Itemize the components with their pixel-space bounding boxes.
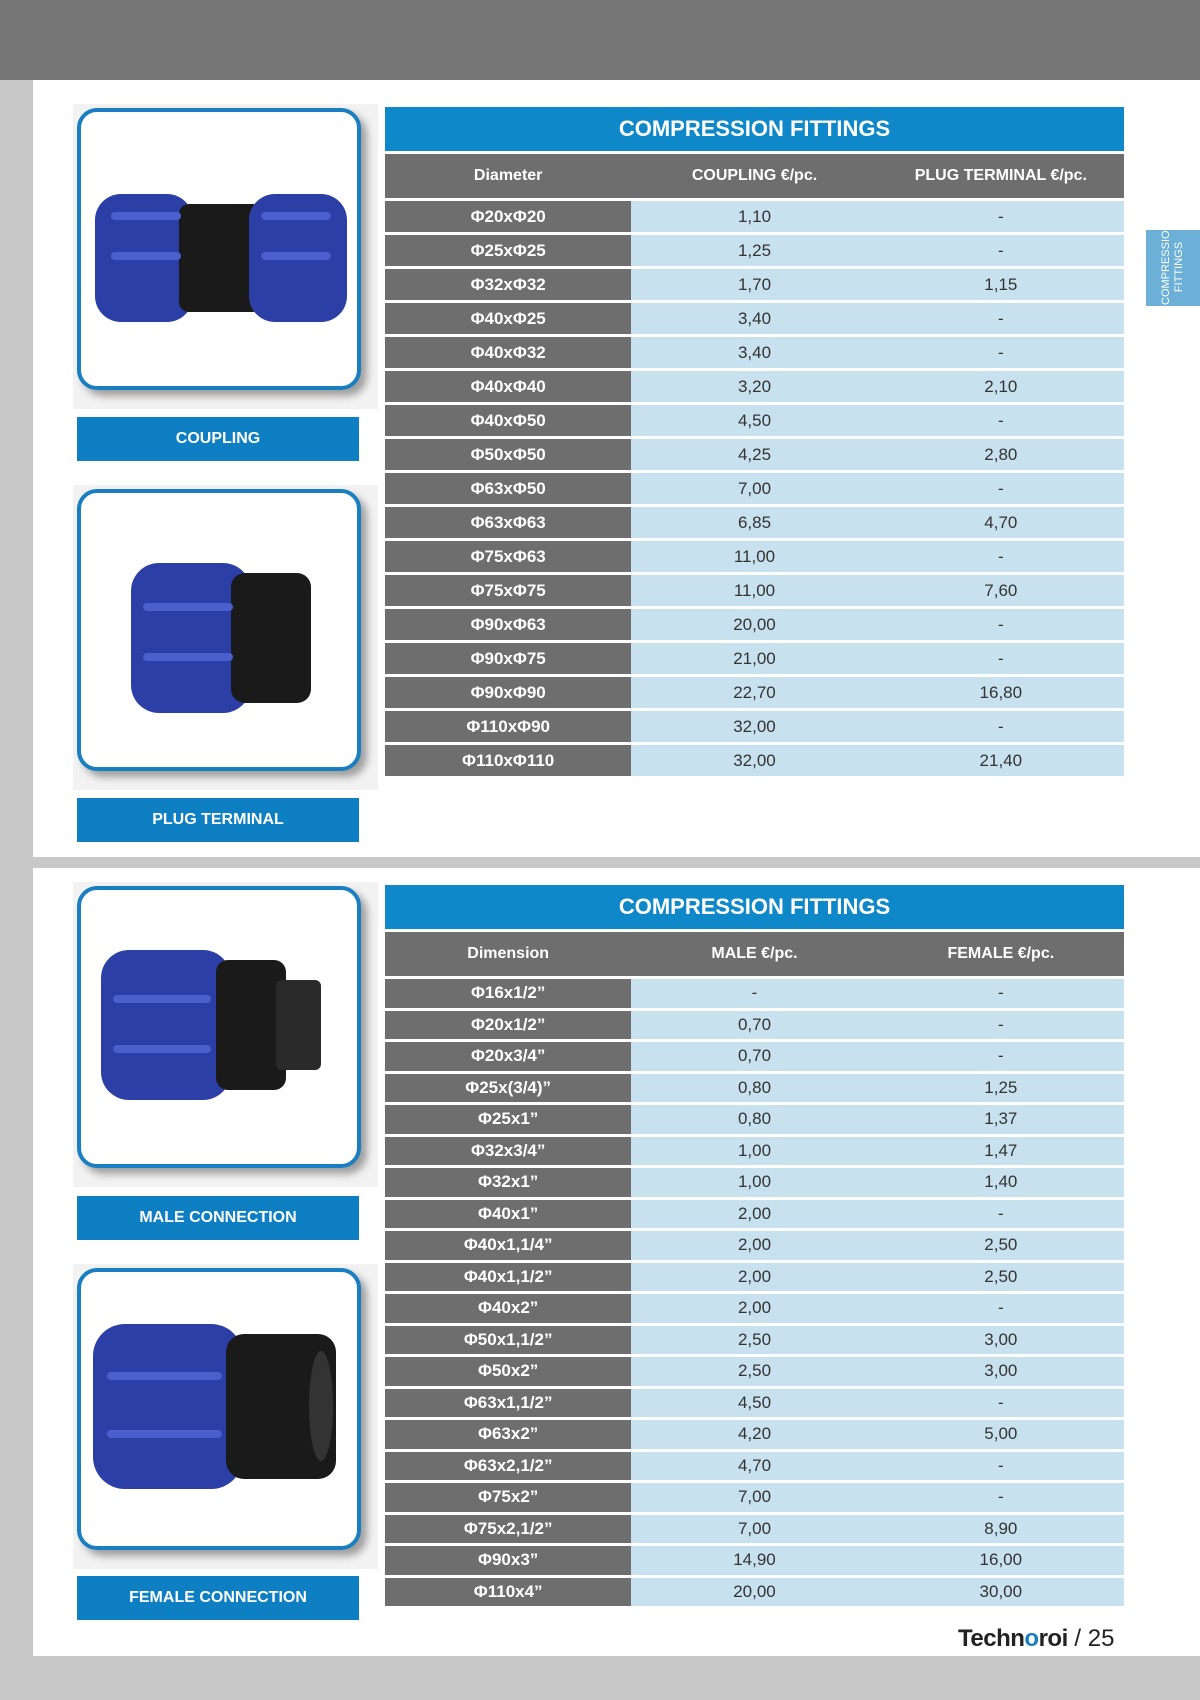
dimension-cell: Φ63x1,1/2” xyxy=(385,1389,631,1421)
caption-male-connection: MALE CONNECTION xyxy=(77,1196,359,1240)
price-cell: 14,90 xyxy=(631,1546,877,1578)
table-row xyxy=(385,643,1124,677)
price-cell: 4,25 xyxy=(631,439,877,473)
female-connection-image xyxy=(81,1272,365,1556)
dimension-cell: Φ75xΦ63 xyxy=(385,541,631,575)
table-row xyxy=(385,711,1124,745)
price-cell: 11,00 xyxy=(631,575,877,609)
caption-female-connection: FEMALE CONNECTION xyxy=(77,1576,359,1620)
price-cell: 21,00 xyxy=(631,643,877,677)
price-cell: - xyxy=(878,711,1124,745)
male-connection-photo xyxy=(73,882,378,1187)
price-cell: - xyxy=(878,609,1124,643)
dimension-cell: Φ63xΦ50 xyxy=(385,473,631,507)
price-cell: 0,70 xyxy=(631,1011,877,1043)
table-row xyxy=(385,371,1124,405)
table-row xyxy=(385,473,1124,507)
table-row xyxy=(385,1420,1124,1452)
price-cell: 2,80 xyxy=(878,439,1124,473)
price-cell: 8,90 xyxy=(878,1515,1124,1547)
coupling-photo xyxy=(73,104,378,409)
price-cell: 32,00 xyxy=(631,711,877,745)
table-row xyxy=(385,541,1124,575)
dimension-cell: Φ75x2” xyxy=(385,1483,631,1515)
dimension-cell: Φ75xΦ75 xyxy=(385,575,631,609)
price-cell: - xyxy=(878,1483,1124,1515)
dimension-cell: Φ25x(3/4)” xyxy=(385,1074,631,1106)
dimension-cell: Φ90xΦ90 xyxy=(385,677,631,711)
table-row xyxy=(385,303,1124,337)
table-row xyxy=(385,575,1124,609)
price-cell: - xyxy=(878,1389,1124,1421)
dimension-cell: Φ50x1,1/2” xyxy=(385,1326,631,1358)
table-row xyxy=(385,405,1124,439)
table-row xyxy=(385,439,1124,473)
price-cell: 5,00 xyxy=(878,1420,1124,1452)
price-cell: - xyxy=(878,473,1124,507)
table-row xyxy=(385,1452,1124,1484)
table-row xyxy=(385,1483,1124,1515)
price-cell: 1,37 xyxy=(878,1105,1124,1137)
table-row xyxy=(385,1231,1124,1263)
brand-logo: Technoroi xyxy=(958,1625,1068,1652)
price-cell: 2,10 xyxy=(878,371,1124,405)
price-cell: 2,50 xyxy=(631,1326,877,1358)
price-cell: - xyxy=(878,1294,1124,1326)
female-connection-photo xyxy=(73,1264,378,1569)
table-row xyxy=(385,507,1124,541)
dimension-cell: Φ32xΦ32 xyxy=(385,269,631,303)
dimension-cell: Φ63x2” xyxy=(385,1420,631,1452)
price-cell: 0,70 xyxy=(631,1042,877,1074)
connection-price-table xyxy=(385,885,1124,1609)
caption-coupling: COUPLING xyxy=(77,417,359,461)
price-cell: 16,80 xyxy=(878,677,1124,711)
price-cell: 1,25 xyxy=(631,235,877,269)
dimension-cell: Φ40xΦ40 xyxy=(385,371,631,405)
table-row xyxy=(385,269,1124,303)
side-tab-label: COMPRESSION FITTINGS xyxy=(1160,222,1185,305)
price-cell: 3,40 xyxy=(631,303,877,337)
top-header-bar xyxy=(0,0,1200,80)
price-cell: 1,70 xyxy=(631,269,877,303)
column-header-dimension: Dimension xyxy=(385,932,631,979)
price-cell: 1,00 xyxy=(631,1168,877,1200)
dimension-cell: Φ90xΦ63 xyxy=(385,609,631,643)
table-row xyxy=(385,979,1124,1011)
table-row xyxy=(385,337,1124,371)
column-header-male: MALE €/pc. xyxy=(631,932,877,979)
price-cell: 1,00 xyxy=(631,1137,877,1169)
page-number: / 25 xyxy=(1067,1625,1115,1652)
dimension-cell: Φ40x1,1/2” xyxy=(385,1263,631,1295)
price-cell: - xyxy=(878,643,1124,677)
price-cell: - xyxy=(878,337,1124,371)
price-cell: 2,00 xyxy=(631,1231,877,1263)
plug-terminal-image xyxy=(81,493,365,777)
dimension-cell: Φ110xΦ110 xyxy=(385,745,631,779)
price-cell: 3,20 xyxy=(631,371,877,405)
table-row xyxy=(385,609,1124,643)
price-cell: 22,70 xyxy=(631,677,877,711)
price-cell: 7,00 xyxy=(631,1483,877,1515)
dimension-cell: Φ32x1” xyxy=(385,1168,631,1200)
dimension-cell: Φ40x1” xyxy=(385,1200,631,1232)
dimension-cell: Φ32x3/4” xyxy=(385,1137,631,1169)
price-cell: 2,50 xyxy=(631,1357,877,1389)
price-cell: - xyxy=(878,1200,1124,1232)
plug-terminal-photo xyxy=(73,485,378,790)
price-cell: 7,00 xyxy=(631,473,877,507)
price-cell: 4,70 xyxy=(631,1452,877,1484)
price-cell: 2,00 xyxy=(631,1200,877,1232)
table-row xyxy=(385,1011,1124,1043)
dimension-cell: Φ90x3” xyxy=(385,1546,631,1578)
price-cell: 1,15 xyxy=(878,269,1124,303)
dimension-cell: Φ90xΦ75 xyxy=(385,643,631,677)
price-cell: 20,00 xyxy=(631,1578,877,1610)
price-cell: 0,80 xyxy=(631,1074,877,1106)
price-cell: 4,50 xyxy=(631,1389,877,1421)
dimension-cell: Φ40x2” xyxy=(385,1294,631,1326)
price-cell: 3,40 xyxy=(631,337,877,371)
table-row xyxy=(385,1515,1124,1547)
price-cell: - xyxy=(878,979,1124,1011)
price-cell: 3,00 xyxy=(878,1357,1124,1389)
dimension-cell: Φ20x1/2” xyxy=(385,1011,631,1043)
caption-plug-terminal: PLUG TERMINAL xyxy=(77,798,359,842)
price-cell: 1,10 xyxy=(631,201,877,235)
dimension-cell: Φ110xΦ90 xyxy=(385,711,631,745)
price-cell: 2,50 xyxy=(878,1263,1124,1295)
price-cell: 7,00 xyxy=(631,1515,877,1547)
table-title: COMPRESSION FITTINGS xyxy=(385,885,1124,932)
dimension-cell: Φ110x4” xyxy=(385,1578,631,1610)
dimension-cell: Φ20xΦ20 xyxy=(385,201,631,235)
dimension-cell: Φ40xΦ50 xyxy=(385,405,631,439)
column-header-plug-terminal: PLUG TERMINAL €/pc. xyxy=(878,154,1124,201)
side-section-tab[interactable] xyxy=(1146,222,1200,306)
table-row xyxy=(385,1294,1124,1326)
table-row xyxy=(385,1326,1124,1358)
table-row xyxy=(385,1105,1124,1137)
coupling-image xyxy=(81,112,365,396)
price-cell: 1,40 xyxy=(878,1168,1124,1200)
dimension-cell: Φ63xΦ63 xyxy=(385,507,631,541)
price-cell: - xyxy=(878,235,1124,269)
table-row xyxy=(385,1168,1124,1200)
table-row xyxy=(385,745,1124,779)
price-cell: 4,70 xyxy=(878,507,1124,541)
price-cell: 1,25 xyxy=(878,1074,1124,1106)
price-cell: 32,00 xyxy=(631,745,877,779)
price-cell: - xyxy=(878,541,1124,575)
price-cell: 16,00 xyxy=(878,1546,1124,1578)
dimension-cell: Φ20x3/4” xyxy=(385,1042,631,1074)
page-footer xyxy=(958,1625,1114,1653)
price-cell: - xyxy=(878,303,1124,337)
price-cell: - xyxy=(878,1011,1124,1043)
table-row xyxy=(385,1042,1124,1074)
table-row xyxy=(385,677,1124,711)
dimension-cell: Φ75x2,1/2” xyxy=(385,1515,631,1547)
table-row xyxy=(385,1357,1124,1389)
price-cell: 1,47 xyxy=(878,1137,1124,1169)
table-row xyxy=(385,1578,1124,1610)
dimension-cell: Φ40x1,1/4” xyxy=(385,1231,631,1263)
price-cell: 30,00 xyxy=(878,1578,1124,1610)
price-cell: 6,85 xyxy=(631,507,877,541)
male-connection-image xyxy=(81,890,365,1174)
table-row xyxy=(385,1263,1124,1295)
dimension-cell: Φ50xΦ50 xyxy=(385,439,631,473)
price-cell: - xyxy=(878,405,1124,439)
price-cell: 11,00 xyxy=(631,541,877,575)
column-header-diameter: Diameter xyxy=(385,154,631,201)
price-cell: 20,00 xyxy=(631,609,877,643)
table-title: COMPRESSION FITTINGS xyxy=(385,107,1124,154)
price-cell: 2,00 xyxy=(631,1263,877,1295)
price-cell: 2,50 xyxy=(878,1231,1124,1263)
dimension-cell: Φ25x1” xyxy=(385,1105,631,1137)
price-cell: - xyxy=(878,1042,1124,1074)
table-row xyxy=(385,201,1124,235)
price-cell: - xyxy=(631,979,877,1011)
price-cell: 0,80 xyxy=(631,1105,877,1137)
price-cell: 21,40 xyxy=(878,745,1124,779)
dimension-cell: Φ40xΦ25 xyxy=(385,303,631,337)
price-cell: 2,00 xyxy=(631,1294,877,1326)
column-header-coupling: COUPLING €/pc. xyxy=(631,154,877,201)
coupling-price-table xyxy=(385,107,1124,779)
price-cell: 7,60 xyxy=(878,575,1124,609)
table-row xyxy=(385,1200,1124,1232)
table-row xyxy=(385,1137,1124,1169)
dimension-cell: Φ25xΦ25 xyxy=(385,235,631,269)
price-cell: - xyxy=(878,201,1124,235)
dimension-cell: Φ50x2” xyxy=(385,1357,631,1389)
price-cell: 4,20 xyxy=(631,1420,877,1452)
price-cell: 3,00 xyxy=(878,1326,1124,1358)
table-row xyxy=(385,1546,1124,1578)
price-cell: 4,50 xyxy=(631,405,877,439)
table-row xyxy=(385,235,1124,269)
price-cell: - xyxy=(878,1452,1124,1484)
dimension-cell: Φ16x1/2” xyxy=(385,979,631,1011)
dimension-cell: Φ40xΦ32 xyxy=(385,337,631,371)
table-row xyxy=(385,1389,1124,1421)
column-header-female: FEMALE €/pc. xyxy=(878,932,1124,979)
table-row xyxy=(385,1074,1124,1106)
dimension-cell: Φ63x2,1/2” xyxy=(385,1452,631,1484)
